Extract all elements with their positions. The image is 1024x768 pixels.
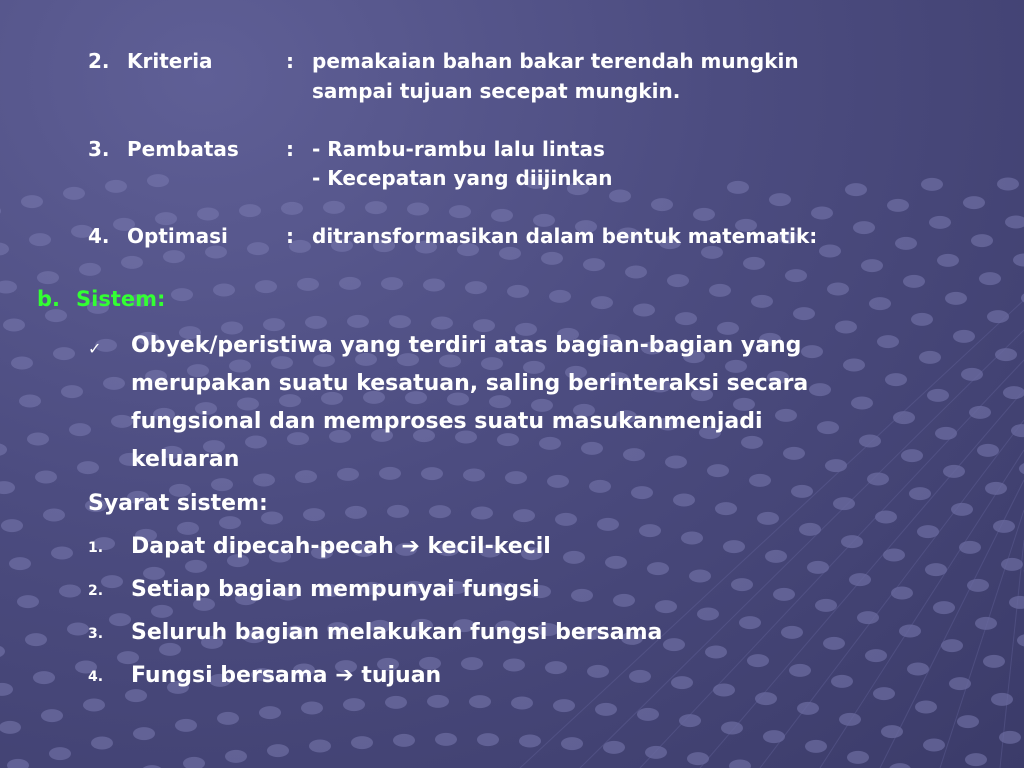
syarat-number: 2.: [88, 583, 104, 599]
syarat-text: tujuan: [361, 663, 442, 688]
section-marker: b.: [37, 287, 61, 311]
definition-line: Obyek/peristiwa yang terdiri atas bagian-bagian yang: [131, 333, 802, 358]
arrow-right-icon: ➔: [335, 663, 354, 688]
criteria-value-line: ditransformasikan dalam bentuk matematik:: [312, 224, 818, 248]
criteria-label: Optimasi: [127, 224, 228, 248]
criteria-value-line: sampai tujuan secepat mungkin.: [312, 79, 681, 103]
syarat-number: 4.: [88, 669, 104, 685]
checkmark-icon: ✓: [88, 339, 102, 358]
criteria-colon: :: [286, 137, 294, 161]
criteria-value-line: - Rambu-rambu lalu lintas: [312, 137, 605, 161]
syarat-title: Syarat sistem:: [88, 491, 268, 516]
syarat-item: [131, 528, 551, 566]
section-title: Sistem:: [76, 287, 166, 311]
syarat-text: Dapat dipecah-pecah: [131, 534, 394, 559]
syarat-number: 3.: [88, 626, 104, 642]
criteria-label: Kriteria: [127, 49, 213, 73]
definition-line: keluaran: [131, 447, 240, 472]
syarat-item: [131, 657, 441, 695]
definition-line: fungsional dan memproses suatu masukanmenjadi: [131, 409, 763, 434]
criteria-number: 2.: [88, 49, 110, 73]
definition-line: merupakan suatu kesatuan, saling berinteraksi secara: [131, 371, 809, 396]
syarat-item: Seluruh bagian melakukan fungsi bersama: [131, 620, 663, 645]
criteria-colon: :: [286, 224, 294, 248]
criteria-label: Pembatas: [127, 137, 239, 161]
criteria-number: 4.: [88, 224, 110, 248]
criteria-value-line: - Kecepatan yang diijinkan: [312, 166, 613, 190]
criteria-colon: :: [286, 49, 294, 73]
syarat-text: Fungsi bersama: [131, 663, 328, 688]
syarat-text: kecil-kecil: [427, 534, 551, 559]
syarat-item: Setiap bagian mempunyai fungsi: [131, 577, 540, 602]
arrow-right-icon: ➔: [401, 534, 420, 559]
criteria-number: 3.: [88, 137, 110, 161]
syarat-number: 1.: [88, 540, 104, 556]
criteria-value-line: pemakaian bahan bakar terendah mungkin: [312, 49, 799, 73]
